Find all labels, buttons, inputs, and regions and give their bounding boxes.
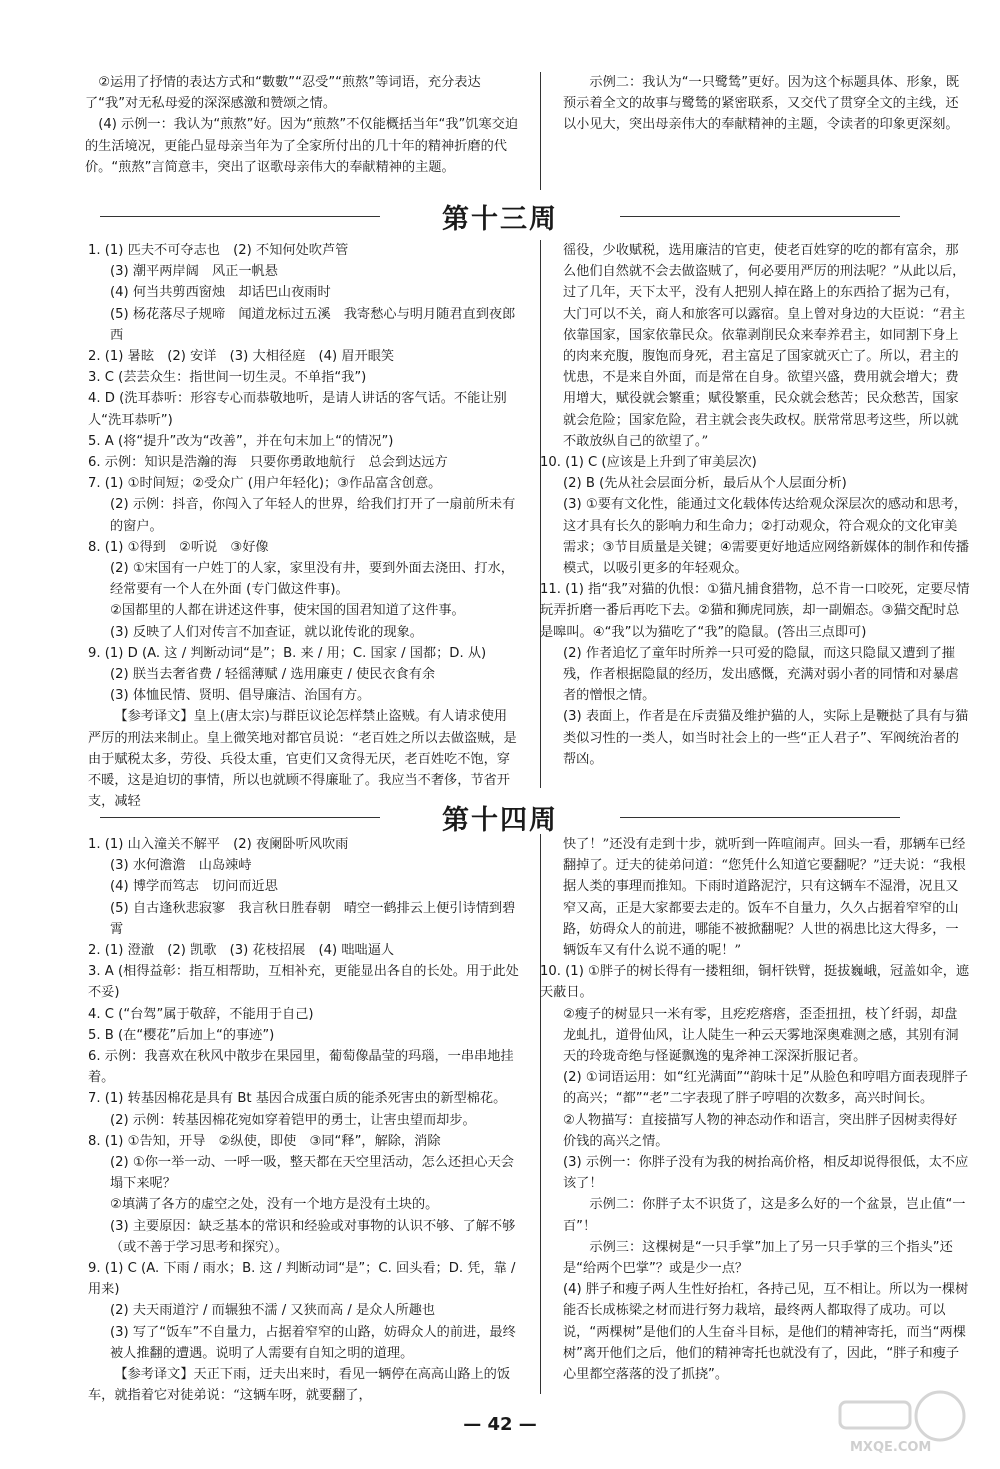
w14-l-10: (2) 示例：转基因棉花宛如穿着铠甲的勇士，让害虫望而却步。 [110,1112,476,1128]
w13-l-13: ②国都里的人都在讲述这件事，使宋国的国君知道了这件事。 [110,603,465,619]
w14-l-1: (3) 水何澹澹 山岛竦峙 [110,858,252,874]
w13-l-10: (2) 示例：抖音，你闯入了年轻人的世界，给我们打开了一扇前所未有的窗户。 [110,497,516,534]
w14-l-16: (2) 夫天雨道泞 / 而辗独不濡 / 又狭而高 / 是众人所趣也 [110,1303,436,1319]
week14-left-column [88,834,520,1406]
w13-l-0: 1. (1) 匹夫不可夺志也 (2) 不知何处吹芦管 [88,243,349,258]
w13-l-1: (3) 潮平两岸阔 风正一帆悬 [110,264,278,280]
w14-r-2: ②瘦子的树显只一米有零，且疙疙瘩瘩，歪歪扭扭，枝丫纤弱，却盘龙虬扎，道骨仙风，让人陡生一种云天雾地深奥难测之感，其别有洞天的玲珑奇绝与怪诞飘逸的鬼斧神工深深折服记者。 [563,1006,959,1065]
w13-l-5: 3. C (芸芸众生：指世间一切生灵。不单指“我”) [88,370,367,386]
w13-r-2: (2) B (先从社会层面分析，最后从个人层面分析) [563,476,847,492]
w14-l-11: 8. (1) ①告知，开导 ②纵使，即使 ③同“释”，解除，消除 [88,1133,441,1149]
w13-r-3: (3) ①要有文化性，能通过文化载体传达给观众深层次的感动和思考，这才具有长久的影响力和生命力；②打动观众，符合观众的文化审美需求；③节目质量是关键；④需要更好地适应网络新媒体的制作和传播模式，以吸引更多的年轻观众。 [563,497,970,577]
top-left-column [85,72,520,178]
w13-l-12: (2) ①宋国有一户姓丁的人家，家里没有井，要到外面去浇田、打水，经常要有一个人在外面 (专门做这件事)。 [110,561,514,598]
w14-r-8: (4) 胖子和瘦子两人生性好抬杠，各持己见，互不相让。所以为一棵树能否长成栋梁之材而进行努力栽培，最终两人都取得了成功。可以说，“两棵树”是他们的人生奋斗目标，是他们的精神寄托，而当“两棵树”离开他们之后，他们的精神寄托也就没有了，因此，“胖子和瘦子心里都空落落的没了抓挠”。 [563,1282,969,1383]
week13-title: 第十三周 [442,204,558,235]
w13-l-14: (3) 反映了人们对传言不加查证，就以讹传讹的现象。 [110,624,423,640]
w14-l-14: (3) 主要原因：缺乏基本的常识和经验或对事物的认识不够、了解不够（或不善于学习思考和探究）。 [110,1218,516,1255]
w13-l-17: (3) 体恤民情、贤明、倡导廉洁、治国有方。 [110,688,371,704]
w14-r-4: ②人物描写：直接描写人物的神态动作和语言，突出胖子因树卖得好价钱的高兴之情。 [563,1112,958,1149]
w14-l-12: (2) ①你一举一动、一呼一吸，整天都在天空里活动，怎么还担心天会塌下来呢？ [110,1155,514,1192]
top-left-para-2: (4) 示例一：我认为“煎熬”好。因为“煎熬”不仅能概括当年“我”饥寒交迫的生活境况，更能凸显母亲当年为了全家所付出的几十年的精神折磨的代价。“煎熬”言简意丰，突出了讴歌母亲伟大的奉献精神的主题。 [85,117,519,175]
w14-l-9: 7. (1) 转基因棉花是具有 Bt 基因合成蛋白质的能杀死害虫的新型棉花。 [88,1091,507,1107]
w14-r-7: 示例三：这棵树是“一只手掌”加上了另一只手掌的三个指头”还是“给两个巴掌”？或是少一点？ [563,1239,953,1277]
week13-left-column [88,240,520,812]
w13-l-3: (5) 杨花落尽子规啼 闻道龙标过五溪 我寄愁心与明月随君直到夜郎西 [110,306,516,343]
w14-r-6: 示例二：你胖子太不识货了，这是多么好的一个盆景，岂止值“一百”！ [563,1197,966,1234]
top-right-para-1: 示例二：我认为“一只鹭鸶”更好。因为这个标题具体、形象，既预示着全文的故事与鹭鸶的紧密联系，又交代了贯穿全文的主线，还以小见大，突出母亲伟大的奉献精神的主题，令读者的印象更深刻。 [563,75,960,133]
w13-r-5: (2) 作者追忆了童年时所养一只可爱的隐鼠，而这只隐鼠又遭到了摧残，作者根据隐鼠的经历，发出感慨，充满对弱小者的同情和对暴虐者的憎恨之情。 [563,645,959,704]
watermark-logo [820,1388,990,1463]
w14-l-13: ②填满了各方的虚空之处，没有一个地方是没有土块的。 [110,1197,439,1213]
top-right-column [563,72,963,136]
watermark-text: MXQE.COM [850,1440,932,1455]
w14-l-15: 9. (1) C (A. 下雨 / 雨水；B. 这 / 判断动词“是”；C. 回头看；D. 凭，靠 / 用来) [88,1261,520,1298]
w14-r-3: (2) ①词语运用：如“红光满面”“韵味十足”从脸色和哼唱方面表现胖子的高兴；“都”“老”二字表现了胖子哼唱的次数多，高兴时间长。 [563,1070,968,1107]
w13-l-9: 7. (1) ①时间短；②受众广 (用户年轻化)；③作品富含创意。 [88,476,442,492]
w14-l-4: 2. (1) 澄澈 (2) 凯歌 (3) 花枝招展 (4) 咄咄逼人 [88,943,395,959]
w13-l-2: (4) 何当共剪西窗烛 却话巴山夜雨时 [110,285,331,301]
w13-l-15: 9. (1) D (A. 这 / 判断动词“是”；B. 来 / 用；C. 国家 / 国都；D. 从) [88,645,487,661]
w13-l-translation: 【参考译文】皇上(唐太宗)与群臣议论怎样禁止盗贼。有人请求使用严厉的刑法来制止。皇上微笑地对都官员说：“老百姓之所以去做盗贼，是由于赋税太多，劳役、兵役太重，官吏们又贪得无厌，老百姓吃不饱，穿不暖，这是迫切的事情，所以也就顾不得廉耻了。我应当不奢侈，节省开支，减轻 [88,709,517,810]
w14-r-5: (3) 示例一：你胖子没有为我的树抬高价格，相反却说得很低，太不应该了！ [563,1155,969,1192]
w13-l-11: 8. (1) ①得到 ②听说 ③好像 [88,539,269,555]
w14-l-5: 3. A (相得益彰：指互相帮助，互相补充，更能显出各自的长处。用于此处不妥) [88,964,519,1001]
w14-r-translation: 快了！”还没有走到十步，就听到一阵喧闹声。回头一看，那辆车已经翻掉了。迂夫的徒弟问道：“您凭什么知道它要翻呢？”迂夫说：“我根据人类的事理而推知。下雨时道路泥泞，只有这辆车不湿滑，况且又窄又高，正是大家都要去走的。饭车不自量力，久久占据着窄窄的山路，妨碍众人的前进，哪能不被掀翻呢？人世的祸患比这大得多，一辆饭车又有什么说不通的呢！” [563,837,966,959]
page-number: — 42 — [463,1414,537,1435]
w13-r-4: 11. (1) 指“我”对猫的仇恨：①猫凡捕食猎物，总不肯一口咬死，定要尽情玩弄折磨一番后再吃下去。②猫和狮虎同族，却一副媚态。③猫交配时总是嗥叫。④“我”以为猫吃了“我”的隐鼠。(答出三点即可) [540,582,970,640]
w13-l-8: 6. 示例：知识是浩瀚的海 只要你勇敢地航行 总会到达远方 [88,455,448,471]
w13-r-translation: 徭役，少收赋税，选用廉洁的官吏，使老百姓穿的吃的都有富余，那么他们自然就不会去做盗贼了，何必要用严厉的刑法呢？”从此以后，过了几年，天下太平，没有人把别人掉在路上的东西拾了据为己有，大门可以不关，商人和旅客可以露宿。皇上曾对身边的大臣说：“君主依靠国家，国家依靠民众。依靠剥削民众来奉养君主，如同割下身上的肉来充腹，腹饱而身死，君主富足了国家就灭亡了。所以，君主的忧患，不是来自外面，而是常在自身。欲望兴盛，费用就会增大；费用增大，赋役就会繁重；赋役繁重，民众就会愁苦；民众愁苦，国家就会危险；国家危险，君主就会丧失政权。朕常常思考这些，所以就不敢放纵自己的欲望了。” [563,243,966,449]
w14-l-3: (5) 自古逢秋悲寂寥 我言秋日胜春朝 晴空一鹤排云上便引诗情到碧霄 [110,900,516,937]
w13-l-16: (2) 朕当去奢省费 / 轻徭薄赋 / 选用廉吏 / 使民衣食有余 [110,667,436,683]
w13-l-4: 2. (1) 暑眩 (2) 安详 (3) 大相径庭 (4) 眉开眼笑 [88,349,395,365]
w14-l-17: (3) 写了“饭车”不自量力，占据着窄窄的山路，妨碍众人的前进，最终被人推翻的遭遇。说明了人需要有自知之明的道理。 [110,1324,516,1361]
w14-r-1: 10. (1) ①胖子的树长得有一搂粗细，铜杆铁臂，挺拔巍峨，冠盖如伞，遮天蔽日。 [540,964,970,1001]
w13-l-6: 4. D (洗耳恭听：形容专心而恭敬地听，是请人讲话的客气话。不能让别人“洗耳恭听”) [88,391,507,428]
w14-l-6: 4. C (“台驾”属于敬辞，不能用于自己) [88,1006,314,1022]
w14-l-2: (4) 博学而笃志 切问而近思 [110,879,278,895]
watermark-icon [820,1388,990,1443]
week14-right-column [540,834,970,1385]
week13-right-column [540,240,970,770]
top-column-divider [540,72,541,190]
w14-l-8: 6. 示例：我喜欢在秋风中散步在果园里，葡萄像晶莹的玛瑙，一串串地挂着。 [88,1049,514,1086]
w13-l-7: 5. A (将“提升”改为“改善”，并在句末加上“的情况”) [88,433,394,449]
w14-l-0: 1. (1) 山入潼关不解平 (2) 夜阑卧听风吹雨 [88,837,349,852]
w13-r-1: 10. (1) C (应该是上升到了审美层次) [540,455,757,471]
top-left-para-1: ②运用了抒情的表达方式和“數數”“忍受”“煎熬”等词语，充分表达了“我”对无私母爱的深深感激和赞颂之情。 [85,75,481,112]
w13-r-6: (3) 表面上，作者是在斥责猫及维护猫的人，实际上是鞭挞了具有与猫类似习性的一类人，如当时社会上的一些“正人君子”、军阀统治者的帮凶。 [563,709,969,767]
w14-l-translation: 【参考译文】天正下雨，迂夫出来时，看见一辆停在高高山路上的饭车，就指着它对徒弟说：“这辆车呀，就要翻了， [88,1367,511,1404]
week14-title: 第十四周 [442,805,558,836]
w14-l-7: 5. B (在“樱花”后加上“的事迹”) [88,1027,275,1043]
